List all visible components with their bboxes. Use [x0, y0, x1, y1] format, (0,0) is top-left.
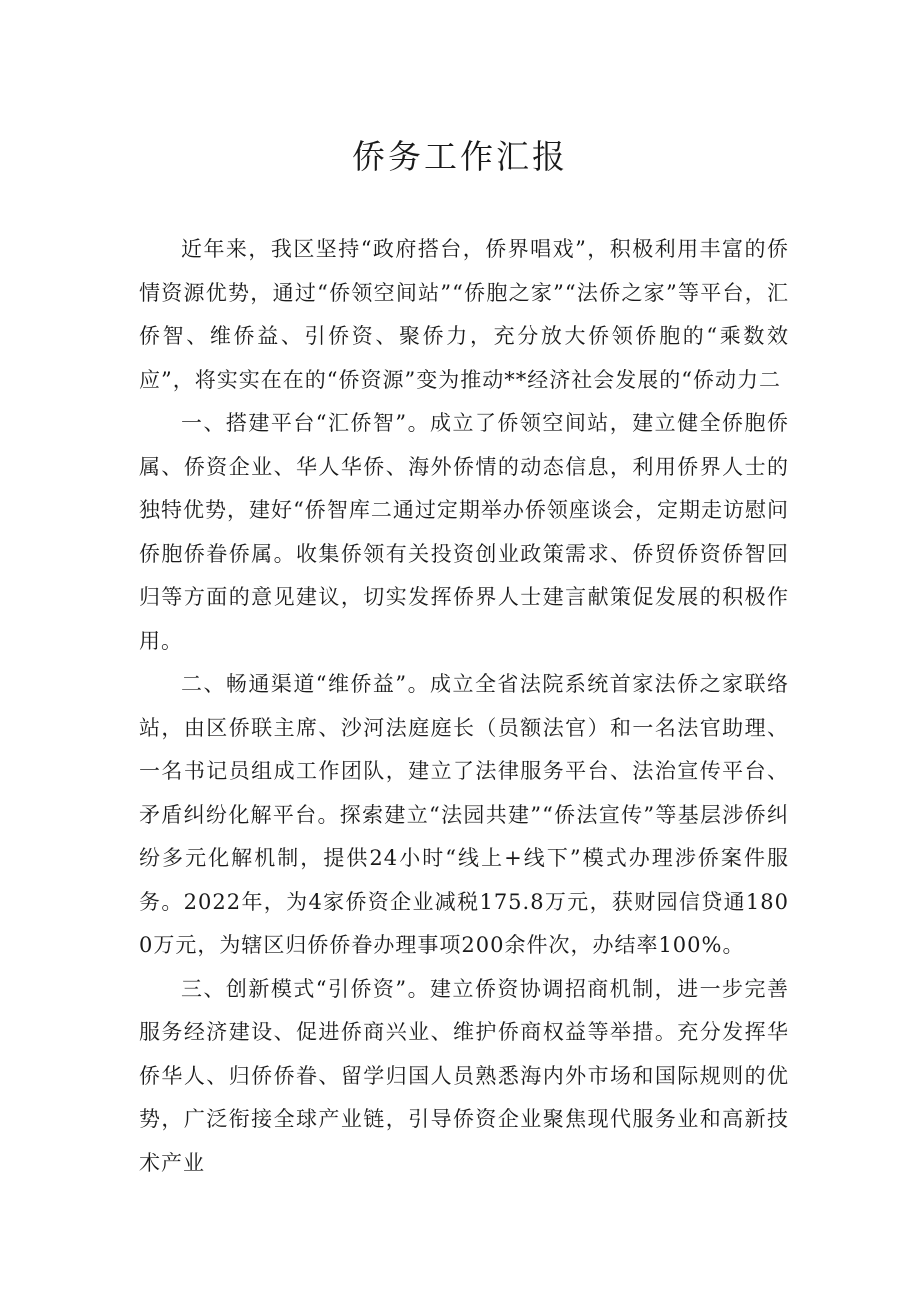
section-3-paragraph: 三、创新模式“引侨资”。建立侨资协调招商机制，进一步完善服务经济建设、促进侨商兴业、维护侨商权益等举措。充分发挥华侨华人、归侨侨眷、留学归国人员熟悉海内外市场和国际规则的优势，广泛衔接全球产业链，引导侨资企业聚焦现代服务业和高新技术产业 — [139, 976, 789, 1175]
document-title: 侨务工作汇报 — [352, 137, 568, 176]
section-2-paragraph: 二、畅通渠道“维侨益”。成立全省法院系统首家法侨之家联络站，由区侨联主席、沙河法庭庭长（员额法官）和一名法官助理、一名书记员组成工作团队，建立了法律服务平台、法治宣传平台、矛盾纠纷化解平台。探索建立“法园共建”“侨法宣传”等基层涉侨纠纷多元化解机制，提供24小时“线上+线下”模式办理涉侨案件服务。2022年，为4家侨资企业减税175.8万元，获财园信贷通1800万元，为辖区归侨侨眷办理事项200余件次，办结率100%。 — [139, 672, 789, 957]
section-1-paragraph: 一、搭建平台“汇侨智”。成立了侨领空间站，建立健全侨胞侨属、侨资企业、华人华侨、海外侨情的动态信息，利用侨界人士的独特优势，建好“侨智库二通过定期举办侨领座谈会，定期走访慰问侨胞侨眷侨属。收集侨领有关投资创业政策需求、侨贸侨资侨智回归等方面的意见建议，切实发挥侨界人士建言献策促发展的积极作用。 — [139, 411, 789, 653]
intro-paragraph: 近年来，我区坚持“政府搭台，侨界唱戏”，积极利用丰富的侨情资源优势，通过“侨领空间站”“侨胞之家”“法侨之家”等平台，汇侨智、维侨益、引侨资、聚侨力，充分放大侨领侨胞的“乘数效应”，将实实在在的“侨资源”变为推动**经济社会发展的“侨动力二 — [139, 237, 789, 392]
document-body — [139, 228, 789, 1185]
